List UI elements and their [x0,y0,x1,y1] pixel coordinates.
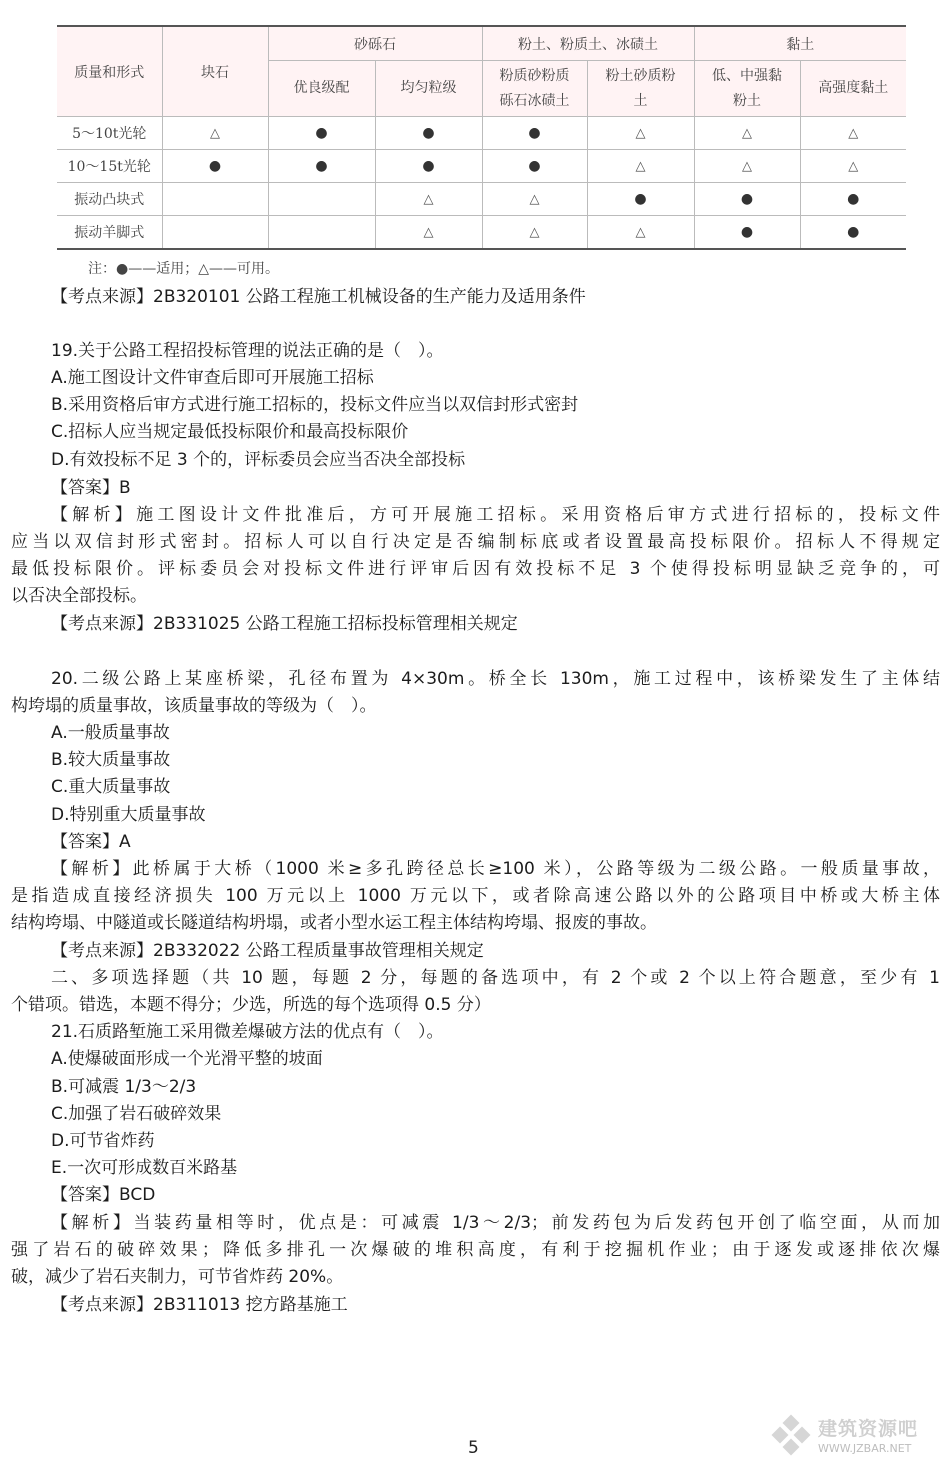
source-line: 【考点来源】2B311013 挖方路基施工 [51,1295,348,1315]
row-label: 振动凸块式 [57,183,162,216]
option-b: B.较大质量事故 [51,750,171,770]
watermark-title: 建筑资源吧 [818,1418,919,1440]
analysis-line: 结构垮塌、中隧道或长隧道结构坍塌，或者小型水运工程主体结构垮塌、报废的事故。 [11,913,657,933]
analysis-line: 【解析】此桥属于大桥（1000 米≥多孔跨径总长≥100 米），公路等级为二级公路。一般质量事故， [51,859,940,879]
table-note: 注：●——适用；△——可用。 [88,261,279,277]
table-cell: △ [587,216,694,250]
table-cell: △ [694,117,800,150]
subheader-line: 粉土 [733,92,761,109]
table-cell [162,183,268,216]
row-label: 5～10t光轮 [57,117,162,150]
header-clay: 黏土 [694,26,906,61]
table-cell: △ [694,150,800,183]
analysis-line: 以否决全部投标。 [11,586,147,606]
answer-line: 【答案】A [51,832,131,852]
header-corner-cell: 质量和形式 [57,26,162,117]
table-cell [162,216,268,250]
option-b: B.采用资格后审方式进行施工招标的，投标文件应当以双信封形式密封 [51,395,579,415]
table-cell: ● [800,183,906,216]
watermark-url: WWW.JZBAR.NET [818,1442,912,1455]
option-a: A.施工图设计文件审查后即可开展施工招标 [51,368,374,388]
table-row [57,117,906,150]
table-cell: △ [587,117,694,150]
subheader-line: 粉土砂质粉 [605,67,676,84]
table-cell: △ [162,117,268,150]
option-c: C.重大质量事故 [51,777,171,797]
table-cell: ● [694,183,800,216]
compaction-equipment-table [57,25,906,250]
subheader-low-clay [694,61,800,117]
header-block-stone: 块石 [162,26,268,117]
subheader-line: 土 [633,92,648,109]
source-line: 【考点来源】2B331025 公路工程施工招标投标管理相关规定 [51,614,518,634]
option-d: D.特别重大质量事故 [51,805,206,825]
table-cell: ● [800,216,906,250]
watermark [768,1410,943,1465]
table-cell: ● [375,117,482,150]
analysis-line: 【解析】施工图设计文件批准后，方可开展施工招标。采用资格后审方式进行招标的，投标文件 [51,505,940,525]
subheader-line: 砾石冰碛土 [499,92,570,109]
table-cell: △ [587,150,694,183]
table-grid [57,25,906,250]
subheader-high-clay: 高强度黏土 [800,61,906,117]
option-b: B.可减震 1/3～2/3 [51,1077,197,1097]
analysis-line: 应当以双信封形式密封。招标人可以自行决定是否编制标底或者设置最高投标限价。招标人不得规定 [11,532,940,552]
option-e: E.一次可形成数百米路基 [51,1158,238,1178]
question-19: 19.关于公路工程招投标管理的说法正确的是（ ）。 [51,341,444,361]
option-d: D.有效投标不足 3 个的，评标委员会应当否决全部投标 [51,450,466,470]
analysis-line: 最低投标限价。评标委员会对投标文件进行评审后因有效投标不足 3 个使得投标明显缺乏竞争的，可 [11,559,940,579]
subheader-silty-sand [482,61,587,117]
table-cell: ● [375,150,482,183]
table-cell: ● [694,216,800,250]
table-cell [268,216,375,250]
table-cell: △ [482,216,587,250]
table-row [57,216,906,250]
section-heading-cont: 个错项。错选，本题不得分；少选，所选的每个选项得 0.5 分） [11,995,491,1015]
table-cell: △ [800,150,906,183]
section-heading: 二、多项选择题（共 10 题，每题 2 分，每题的备选项中，有 2 个或 2 个以上符合题意，至少有 1 [51,968,940,988]
answer-line: 【答案】B [51,478,131,498]
table-cell: △ [800,117,906,150]
table-header-row [57,26,906,61]
question-20-cont: 构垮塌的质量事故，该质量事故的等级为（ ）。 [11,696,377,716]
table-cell: ● [268,117,375,150]
source-line: 【考点来源】2B332022 公路工程质量事故管理相关规定 [51,941,484,961]
table-row [57,150,906,183]
option-a: A.使爆破面形成一个光滑平整的坡面 [51,1049,323,1069]
row-label: 振动羊脚式 [57,216,162,250]
source-line: 【考点来源】2B320101 公路工程施工机械设备的生产能力及适用条件 [51,287,586,307]
table-cell: ● [162,150,268,183]
page-number: 5 [468,1438,479,1458]
table-cell [268,183,375,216]
table-cell: ● [482,150,587,183]
subheader-silt-sand [587,61,694,117]
table-cell: ● [587,183,694,216]
option-d: D.可节省炸药 [51,1131,155,1151]
table-cell: △ [375,183,482,216]
answer-line: 【答案】BCD [51,1185,156,1205]
row-label: 10～15t光轮 [57,150,162,183]
option-a: A.一般质量事故 [51,723,170,743]
header-silt: 粉土、粉质土、冰碛土 [482,26,694,61]
table-cell: ● [268,150,375,183]
option-c: C.加强了岩石破碎效果 [51,1104,222,1124]
analysis-line: 【解析】当装药量相等时，优点是：可减震 1/3～2/3；前发药包为后发药包开创了临空面，从而加 [51,1213,940,1233]
analysis-line: 是指造成直接经济损失 100 万元以上 1000 万元以下，或者除高速公路以外的公路项目中桥或大桥主体 [11,886,940,906]
table-cell: △ [482,183,587,216]
subheader-uniform: 均匀粒级 [375,61,482,117]
option-c: C.招标人应当规定最低投标限价和最高投标限价 [51,422,409,442]
table-cell: ● [482,117,587,150]
question-21: 21.石质路堑施工采用微差爆破方法的优点有（ ）。 [51,1022,444,1042]
subheader-line: 低、中强黏 [712,67,782,84]
header-gravel: 砂砾石 [268,26,482,61]
table-cell: △ [375,216,482,250]
table-row [57,183,906,216]
diamond-logo-icon [768,1414,814,1460]
subheader-line: 粉质砂粉质 [499,67,570,84]
analysis-line: 破，减少了岩石夹制力，可节省炸药 20%。 [11,1267,344,1287]
analysis-line: 强了岩石的破碎效果；降低多排孔一次爆破的堆积高度，有利于挖掘机作业；由于逐发或逐排依次爆 [11,1240,940,1260]
question-20: 20.二级公路上某座桥梁，孔径布置为 4×30m。桥全长 130m，施工过程中，该桥梁发生了主体结 [51,669,940,689]
subheader-well-graded: 优良级配 [268,61,375,117]
